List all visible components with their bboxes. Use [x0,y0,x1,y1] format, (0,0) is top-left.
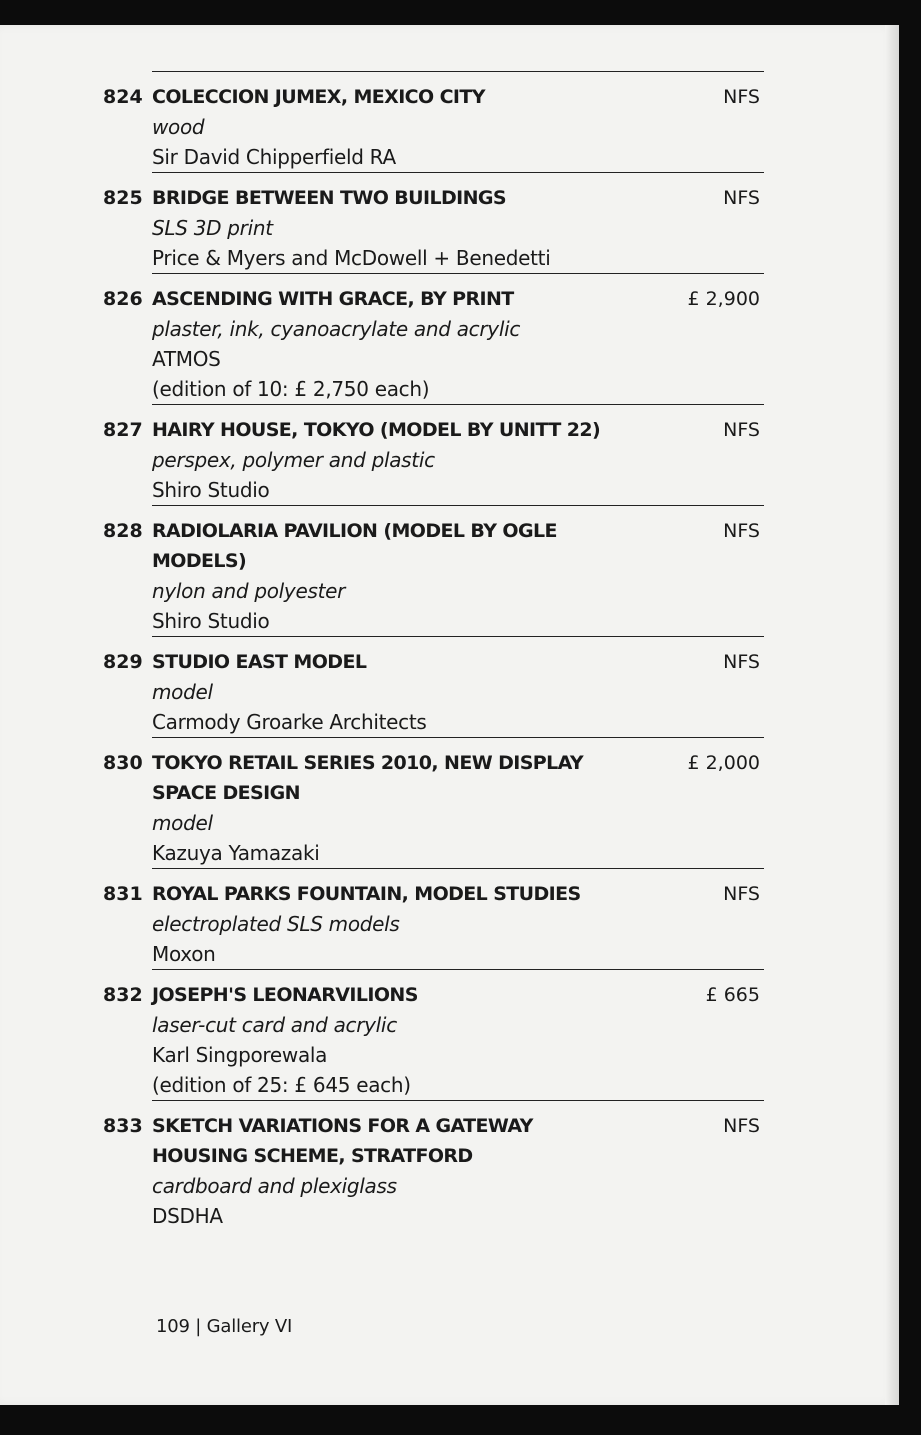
entry-title: STUDIO EAST MODEL [152,651,367,673]
entry-price: NFS [723,86,760,108]
entry-artist: Shiro Studio [152,609,270,633]
entry-number: 832 [103,984,143,1006]
entry-artist: Sir David Chipperfield RA [152,145,396,169]
entry-price: NFS [723,651,760,673]
entry-medium: laser-cut card and acrylic [152,1013,397,1037]
entry-edition: (edition of 10: £ 2,750 each) [152,377,430,401]
entry-artist: Shiro Studio [152,478,270,502]
catalogue-entry-833 [103,1100,764,1231]
entry-number: 830 [103,752,143,774]
entry-price: NFS [723,187,760,209]
entry-artist: Moxon [152,942,216,966]
entry-title: ROYAL PARKS FOUNTAIN, MODEL STUDIES [152,883,581,905]
entry-number: 824 [103,86,143,108]
entry-medium: nylon and polyester [152,579,346,603]
entry-artist: DSDHA [152,1204,223,1228]
entry-edition: (edition of 25: £ 645 each) [152,1073,411,1097]
entry-title: TOKYO RETAIL SERIES 2010, NEW DISPLAY SPACE DESIGN [152,752,584,804]
entry-title: JOSEPH'S LEONARVILIONS [152,984,418,1006]
entry-price: £ 2,900 [687,288,760,310]
entry-medium: SLS 3D print [152,216,273,240]
entry-artist: ATMOS [152,347,221,371]
entry-title: COLECCION JUMEX, MEXICO CITY [152,86,485,108]
entry-artist: Kazuya Yamazaki [152,841,320,865]
entry-artist: Price & Myers and McDowell + Benedetti [152,246,551,270]
catalogue-entry-825 [103,172,764,273]
entry-title: BRIDGE BETWEEN TWO BUILDINGS [152,187,506,209]
entry-medium: perspex, polymer and plastic [152,448,435,472]
catalogue-entry-826 [103,273,764,404]
catalogue-entry-827 [103,404,764,505]
entry-title: ASCENDING WITH GRACE, BY PRINT [152,288,514,310]
catalogue-entry-832 [103,969,764,1100]
entry-price: £ 665 [705,984,760,1006]
catalogue-entry-831 [103,868,764,969]
entry-title: HAIRY HOUSE, TOKYO (MODEL BY UNITT 22) [152,419,601,441]
catalogue-entry-824 [103,71,764,172]
catalogue-entry-829 [103,636,764,737]
entry-medium: cardboard and plexiglass [152,1174,397,1198]
entry-price: NFS [723,883,760,905]
entry-number: 829 [103,651,143,673]
entry-title: RADIOLARIA PAVILION (MODEL BY OGLE MODELS) [152,520,557,572]
entry-number: 833 [103,1115,143,1137]
entry-number: 828 [103,520,143,542]
entry-price: NFS [723,520,760,542]
catalogue-entry-830 [103,737,764,868]
entry-medium: model [152,680,213,704]
entry-price: £ 2,000 [687,752,760,774]
page-footer: 109 | Gallery VI [156,1316,293,1337]
entry-price: NFS [723,1115,760,1137]
entry-title: SKETCH VARIATIONS FOR A GATEWAY HOUSING SCHEME, STRATFORD [152,1115,533,1167]
entry-number: 825 [103,187,143,209]
entry-number: 827 [103,419,143,441]
entry-medium: wood [152,115,205,139]
catalogue-entry-828 [103,505,764,636]
entry-artist: Karl Singporewala [152,1043,328,1067]
entry-medium: electroplated SLS models [152,912,400,936]
entry-price: NFS [723,419,760,441]
entry-artist: Carmody Groarke Architects [152,710,427,734]
catalogue-entries [0,71,897,1231]
entry-medium: plaster, ink, cyanoacrylate and acrylic [152,317,521,341]
entry-number: 826 [103,288,143,310]
entry-medium: model [152,811,213,835]
entry-number: 831 [103,883,143,905]
